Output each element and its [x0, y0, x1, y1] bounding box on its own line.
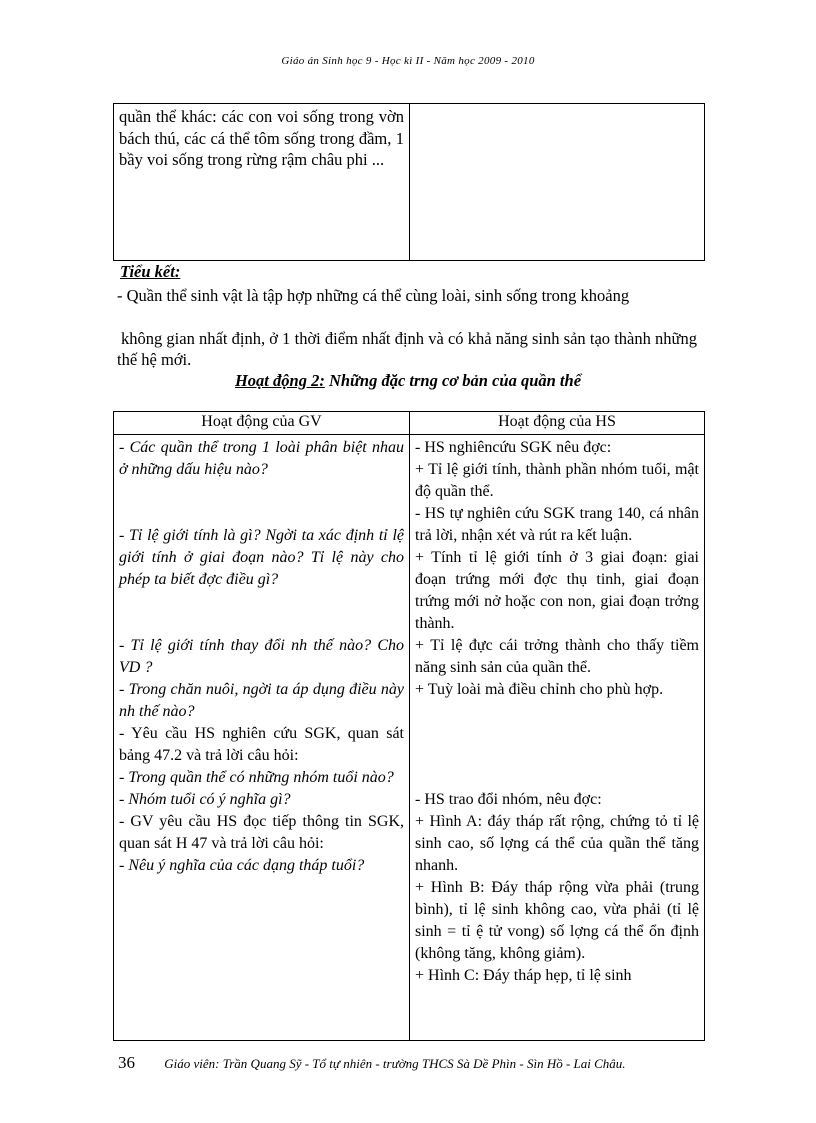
hs-activity-item: + Hình A: đáy tháp rất rộng, chứng tỏ tỉ lệ sinh cao, số lợng cá thể của quần thể tăng nhanh.: [415, 813, 699, 874]
continuation-table: [113, 103, 705, 261]
gv-activity-item: - Nêu ý nghĩa của các dạng tháp tuổi?: [119, 857, 365, 874]
activity-2-title: Những đặc trng cơ bản của quần thể: [328, 371, 582, 390]
hs-activity-item: + Hình C: Đáy tháp hẹp, tỉ lệ sinh: [415, 967, 632, 984]
gv-activity-item: - Nhóm tuổi có ý nghĩa gì?: [119, 791, 291, 808]
table1-right-cell: [410, 104, 705, 261]
activity-table: [113, 411, 705, 1041]
gv-activity-item: - Trong chăn nuôi, ngời ta áp dụng điều này nh thế nào?: [119, 681, 404, 720]
hs-activity-item: + Tính tỉ lệ giới tính ở 3 giai đoạn: giai đoạn trứng mới đợc thụ tinh, giai đoạn trứng mới nở hoặc con non, giai đoạn trởng thành.: [415, 549, 699, 632]
summary-title: Tiểu kết:: [120, 262, 181, 281]
summary-line-2: không gian nhất định, ở 1 thời điểm nhất định và có khả năng sinh sản tạo thành những thế hệ mới.: [117, 329, 697, 369]
hs-activity-item: - HS tự nghiên cứu SGK trang 140, cá nhân trả lời, nhận xét và rút ra kết luận.: [415, 505, 699, 544]
author-line: Giáo viên: Trần Quang Sỹ - Tổ tự nhiên - trường THCS Sà Dề Phìn - Sìn Hồ - Lai Châu.: [164, 1056, 626, 1071]
hs-activity-item: + Hình B: Đáy tháp rộng vừa phải (trung bình), tỉ lệ sinh không cao, vừa phải (tỉ lệ sinh = tỉ ệ tử vong) số lợng cá thể ổn định (không tăng, không giảm).: [415, 879, 699, 962]
gv-activity-item: - Trong quần thể có những nhóm tuổi nào?: [119, 769, 394, 786]
hs-activity-item: + Tuỳ loài mà điều chỉnh cho phù hợp.: [415, 681, 664, 698]
table1-left-cell: quần thể khác: các con voi sống trong vờn bách thú, các cá thể tôm sống trong đầm, 1 bầy voi sống trong rừng rậm châu phi ...: [114, 104, 410, 261]
hs-activity-item: - HS trao đổi nhóm, nêu đợc:: [415, 791, 602, 808]
footer: [118, 1053, 718, 1073]
activity-2-label: Hoạt động 2:: [234, 371, 325, 390]
summary-line-1: - Quần thể sinh vật là tập hợp những cá thể cùng loài, sinh sống trong khoảng: [117, 286, 630, 305]
page-number: 36: [118, 1053, 135, 1072]
gv-activity-item: - Tỉ lệ giới tính là gì? Ngời ta xác định tỉ lệ giới tính ở giai đoạn nào? Tỉ lệ này cho phép ta biết đợc điều gì?: [119, 527, 404, 588]
activity-2-heading: [0, 371, 816, 391]
hs-activity-item: + Tỉ lệ giới tính, thành phần nhóm tuổi, mật độ quần thể.: [415, 461, 699, 500]
hs-activity-item: - HS nghiêncứu SGK nêu đợc:: [415, 439, 612, 456]
gv-activity-item: - Yêu cầu HS nghiên cứu SGK, quan sát bảng 47.2 và trả lời câu hỏi:: [119, 725, 404, 764]
gv-activity-item: - Các quần thể trong 1 loài phân biệt nhau ở những dấu hiệu nào?: [119, 439, 404, 478]
hs-activity-item: + Tỉ lệ đực cái trởng thành cho thấy tiềm năng sinh sản của quần thể.: [415, 637, 699, 676]
hs-activities-cell: [410, 435, 705, 1041]
gv-column-header: Hoạt động của GV: [114, 412, 410, 435]
gv-activity-item: - Tỉ lệ giới tính thay đổi nh thế nào? Cho VD ?: [119, 637, 404, 676]
hs-column-header: Hoạt động của HS: [410, 412, 705, 435]
running-header: Giáo án Sinh học 9 - Học kì II - Năm học 2009 - 2010: [281, 55, 535, 67]
gv-activity-item: - GV yêu cầu HS đọc tiếp thông tin SGK, quan sát H 47 và trả lời câu hỏi:: [119, 813, 404, 852]
gv-activities-cell: [114, 435, 410, 1041]
